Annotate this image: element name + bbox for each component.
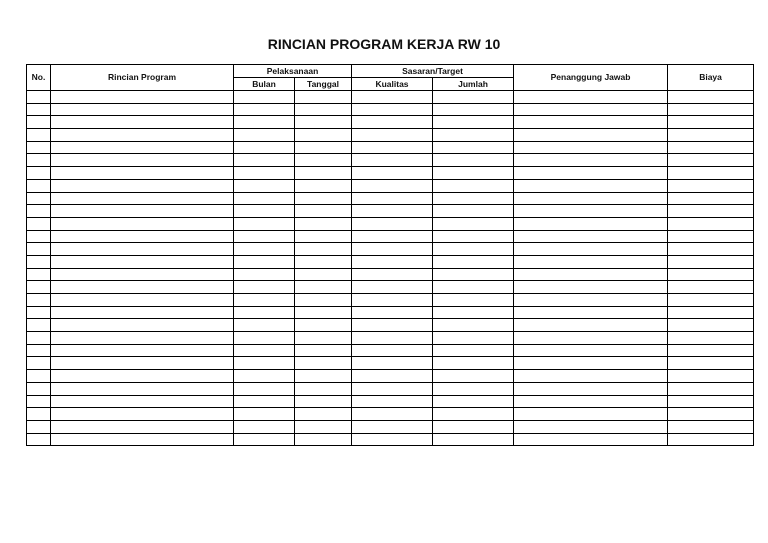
cell-penanggung-jawab: [514, 230, 668, 243]
header-penanggung-jawab: Penanggung Jawab: [514, 65, 668, 91]
table-row: [27, 370, 754, 383]
cell-tanggal: [295, 357, 352, 370]
cell-jumlah: [433, 116, 514, 129]
cell-rincian-program: [51, 306, 234, 319]
cell-no: [27, 205, 51, 218]
table-row: [27, 433, 754, 446]
cell-tanggal: [295, 433, 352, 446]
cell-biaya: [668, 319, 754, 332]
cell-no: [27, 306, 51, 319]
cell-no: [27, 167, 51, 180]
cell-jumlah: [433, 255, 514, 268]
cell-bulan: [234, 395, 295, 408]
cell-kualitas: [352, 192, 433, 205]
cell-penanggung-jawab: [514, 433, 668, 446]
cell-kualitas: [352, 420, 433, 433]
cell-bulan: [234, 167, 295, 180]
table-row: [27, 116, 754, 129]
cell-jumlah: [433, 205, 514, 218]
cell-bulan: [234, 116, 295, 129]
cell-tanggal: [295, 91, 352, 104]
cell-kualitas: [352, 141, 433, 154]
cell-rincian-program: [51, 319, 234, 332]
cell-no: [27, 129, 51, 142]
cell-kualitas: [352, 294, 433, 307]
document-title: RINCIAN PROGRAM KERJA RW 10: [267, 36, 501, 52]
table-row: [27, 179, 754, 192]
cell-bulan: [234, 129, 295, 142]
cell-penanggung-jawab: [514, 332, 668, 345]
table-row: [27, 294, 754, 307]
header-rincian-program: Rincian Program: [51, 65, 234, 91]
cell-kualitas: [352, 433, 433, 446]
cell-tanggal: [295, 319, 352, 332]
header-biaya: Biaya: [668, 65, 754, 91]
cell-tanggal: [295, 154, 352, 167]
cell-rincian-program: [51, 217, 234, 230]
cell-biaya: [668, 370, 754, 383]
cell-rincian-program: [51, 382, 234, 395]
cell-penanggung-jawab: [514, 408, 668, 421]
cell-kualitas: [352, 167, 433, 180]
cell-bulan: [234, 268, 295, 281]
table-row: [27, 243, 754, 256]
cell-kualitas: [352, 230, 433, 243]
cell-tanggal: [295, 281, 352, 294]
cell-rincian-program: [51, 192, 234, 205]
cell-kualitas: [352, 154, 433, 167]
header-bulan: Bulan: [234, 78, 295, 91]
cell-no: [27, 395, 51, 408]
cell-bulan: [234, 357, 295, 370]
cell-tanggal: [295, 408, 352, 421]
cell-jumlah: [433, 192, 514, 205]
cell-bulan: [234, 294, 295, 307]
cell-penanggung-jawab: [514, 395, 668, 408]
cell-biaya: [668, 192, 754, 205]
cell-tanggal: [295, 129, 352, 142]
cell-rincian-program: [51, 167, 234, 180]
table-row: [27, 167, 754, 180]
table-row: [27, 420, 754, 433]
cell-biaya: [668, 344, 754, 357]
cell-biaya: [668, 420, 754, 433]
cell-bulan: [234, 103, 295, 116]
cell-bulan: [234, 255, 295, 268]
table-row: [27, 395, 754, 408]
cell-kualitas: [352, 217, 433, 230]
cell-tanggal: [295, 332, 352, 345]
cell-jumlah: [433, 129, 514, 142]
cell-rincian-program: [51, 103, 234, 116]
cell-penanggung-jawab: [514, 281, 668, 294]
cell-no: [27, 230, 51, 243]
cell-no: [27, 433, 51, 446]
table-row: [27, 255, 754, 268]
cell-penanggung-jawab: [514, 268, 668, 281]
table-row: [27, 217, 754, 230]
cell-penanggung-jawab: [514, 306, 668, 319]
cell-kualitas: [352, 395, 433, 408]
cell-no: [27, 179, 51, 192]
cell-bulan: [234, 141, 295, 154]
cell-biaya: [668, 103, 754, 116]
cell-kualitas: [352, 408, 433, 421]
table-row: [27, 357, 754, 370]
cell-no: [27, 332, 51, 345]
table-row: [27, 408, 754, 421]
cell-penanggung-jawab: [514, 420, 668, 433]
cell-penanggung-jawab: [514, 217, 668, 230]
cell-tanggal: [295, 294, 352, 307]
cell-bulan: [234, 192, 295, 205]
cell-kualitas: [352, 344, 433, 357]
cell-bulan: [234, 306, 295, 319]
cell-tanggal: [295, 116, 352, 129]
header-tanggal: Tanggal: [295, 78, 352, 91]
cell-no: [27, 255, 51, 268]
cell-biaya: [668, 255, 754, 268]
header-kualitas: Kualitas: [352, 78, 433, 91]
cell-kualitas: [352, 255, 433, 268]
cell-rincian-program: [51, 294, 234, 307]
cell-penanggung-jawab: [514, 243, 668, 256]
cell-no: [27, 103, 51, 116]
cell-jumlah: [433, 319, 514, 332]
cell-penanggung-jawab: [514, 192, 668, 205]
cell-penanggung-jawab: [514, 205, 668, 218]
cell-rincian-program: [51, 116, 234, 129]
cell-bulan: [234, 370, 295, 383]
cell-penanggung-jawab: [514, 116, 668, 129]
cell-rincian-program: [51, 420, 234, 433]
cell-rincian-program: [51, 395, 234, 408]
cell-kualitas: [352, 268, 433, 281]
cell-no: [27, 420, 51, 433]
header-jumlah: Jumlah: [433, 78, 514, 91]
cell-rincian-program: [51, 408, 234, 421]
cell-bulan: [234, 281, 295, 294]
cell-no: [27, 357, 51, 370]
cell-penanggung-jawab: [514, 294, 668, 307]
cell-bulan: [234, 344, 295, 357]
cell-biaya: [668, 116, 754, 129]
cell-biaya: [668, 382, 754, 395]
cell-rincian-program: [51, 344, 234, 357]
cell-bulan: [234, 205, 295, 218]
cell-kualitas: [352, 205, 433, 218]
table-row: [27, 192, 754, 205]
cell-no: [27, 382, 51, 395]
cell-jumlah: [433, 179, 514, 192]
cell-jumlah: [433, 433, 514, 446]
cell-tanggal: [295, 230, 352, 243]
cell-kualitas: [352, 179, 433, 192]
cell-biaya: [668, 281, 754, 294]
cell-kualitas: [352, 103, 433, 116]
cell-jumlah: [433, 294, 514, 307]
cell-jumlah: [433, 382, 514, 395]
cell-kualitas: [352, 370, 433, 383]
cell-tanggal: [295, 179, 352, 192]
cell-bulan: [234, 154, 295, 167]
cell-no: [27, 319, 51, 332]
table-row: [27, 129, 754, 142]
cell-rincian-program: [51, 357, 234, 370]
cell-penanggung-jawab: [514, 357, 668, 370]
cell-rincian-program: [51, 230, 234, 243]
cell-kualitas: [352, 382, 433, 395]
cell-tanggal: [295, 205, 352, 218]
cell-jumlah: [433, 268, 514, 281]
cell-bulan: [234, 433, 295, 446]
cell-bulan: [234, 230, 295, 243]
cell-tanggal: [295, 344, 352, 357]
cell-kualitas: [352, 129, 433, 142]
cell-bulan: [234, 243, 295, 256]
table-row: [27, 281, 754, 294]
cell-no: [27, 370, 51, 383]
cell-bulan: [234, 408, 295, 421]
cell-tanggal: [295, 370, 352, 383]
cell-biaya: [668, 357, 754, 370]
cell-biaya: [668, 332, 754, 345]
cell-kualitas: [352, 357, 433, 370]
cell-jumlah: [433, 306, 514, 319]
table-body: [27, 91, 754, 446]
cell-tanggal: [295, 243, 352, 256]
cell-rincian-program: [51, 370, 234, 383]
cell-rincian-program: [51, 91, 234, 104]
cell-penanggung-jawab: [514, 382, 668, 395]
cell-kualitas: [352, 306, 433, 319]
cell-jumlah: [433, 230, 514, 243]
cell-penanggung-jawab: [514, 370, 668, 383]
cell-biaya: [668, 154, 754, 167]
cell-biaya: [668, 230, 754, 243]
table-row: [27, 306, 754, 319]
cell-jumlah: [433, 103, 514, 116]
table-row: [27, 141, 754, 154]
cell-biaya: [668, 268, 754, 281]
cell-bulan: [234, 179, 295, 192]
table-row: [27, 344, 754, 357]
cell-no: [27, 268, 51, 281]
cell-penanggung-jawab: [514, 154, 668, 167]
cell-tanggal: [295, 217, 352, 230]
cell-jumlah: [433, 408, 514, 421]
table-row: [27, 382, 754, 395]
cell-penanggung-jawab: [514, 179, 668, 192]
cell-rincian-program: [51, 179, 234, 192]
cell-no: [27, 243, 51, 256]
cell-rincian-program: [51, 243, 234, 256]
cell-no: [27, 408, 51, 421]
cell-jumlah: [433, 154, 514, 167]
cell-rincian-program: [51, 205, 234, 218]
cell-jumlah: [433, 91, 514, 104]
cell-bulan: [234, 420, 295, 433]
cell-penanggung-jawab: [514, 129, 668, 142]
cell-tanggal: [295, 103, 352, 116]
cell-no: [27, 281, 51, 294]
table-row: [27, 268, 754, 281]
cell-no: [27, 294, 51, 307]
cell-bulan: [234, 382, 295, 395]
header-pelaksanaan: Pelaksanaan: [234, 65, 352, 78]
cell-rincian-program: [51, 281, 234, 294]
cell-jumlah: [433, 141, 514, 154]
cell-penanggung-jawab: [514, 167, 668, 180]
cell-rincian-program: [51, 129, 234, 142]
cell-biaya: [668, 243, 754, 256]
cell-jumlah: [433, 243, 514, 256]
cell-biaya: [668, 91, 754, 104]
header-no: No.: [27, 65, 51, 91]
cell-rincian-program: [51, 154, 234, 167]
program-table: [26, 64, 754, 446]
cell-no: [27, 344, 51, 357]
cell-penanggung-jawab: [514, 141, 668, 154]
header-sasaran-target: Sasaran/Target: [352, 65, 514, 78]
cell-rincian-program: [51, 268, 234, 281]
cell-tanggal: [295, 382, 352, 395]
cell-jumlah: [433, 167, 514, 180]
cell-biaya: [668, 408, 754, 421]
cell-jumlah: [433, 370, 514, 383]
cell-rincian-program: [51, 141, 234, 154]
cell-biaya: [668, 179, 754, 192]
cell-bulan: [234, 217, 295, 230]
cell-jumlah: [433, 420, 514, 433]
cell-tanggal: [295, 192, 352, 205]
cell-tanggal: [295, 141, 352, 154]
cell-tanggal: [295, 420, 352, 433]
table-header: [27, 65, 754, 91]
cell-no: [27, 116, 51, 129]
cell-penanggung-jawab: [514, 344, 668, 357]
cell-bulan: [234, 332, 295, 345]
cell-kualitas: [352, 116, 433, 129]
table-row: [27, 205, 754, 218]
cell-biaya: [668, 306, 754, 319]
cell-no: [27, 217, 51, 230]
cell-kualitas: [352, 319, 433, 332]
cell-tanggal: [295, 306, 352, 319]
cell-rincian-program: [51, 255, 234, 268]
cell-biaya: [668, 395, 754, 408]
cell-kualitas: [352, 332, 433, 345]
cell-biaya: [668, 129, 754, 142]
table-row: [27, 230, 754, 243]
cell-kualitas: [352, 243, 433, 256]
table-row: [27, 103, 754, 116]
cell-jumlah: [433, 344, 514, 357]
cell-jumlah: [433, 217, 514, 230]
cell-tanggal: [295, 167, 352, 180]
cell-biaya: [668, 217, 754, 230]
cell-penanggung-jawab: [514, 319, 668, 332]
cell-jumlah: [433, 281, 514, 294]
cell-tanggal: [295, 255, 352, 268]
table-row: [27, 91, 754, 104]
cell-jumlah: [433, 395, 514, 408]
cell-penanggung-jawab: [514, 91, 668, 104]
cell-biaya: [668, 141, 754, 154]
table-row: [27, 332, 754, 345]
cell-penanggung-jawab: [514, 255, 668, 268]
cell-biaya: [668, 433, 754, 446]
table-row: [27, 154, 754, 167]
cell-rincian-program: [51, 332, 234, 345]
cell-penanggung-jawab: [514, 103, 668, 116]
cell-biaya: [668, 167, 754, 180]
cell-bulan: [234, 319, 295, 332]
cell-no: [27, 154, 51, 167]
cell-no: [27, 91, 51, 104]
cell-biaya: [668, 205, 754, 218]
cell-tanggal: [295, 268, 352, 281]
cell-no: [27, 192, 51, 205]
cell-kualitas: [352, 281, 433, 294]
cell-rincian-program: [51, 433, 234, 446]
table-row: [27, 319, 754, 332]
cell-jumlah: [433, 357, 514, 370]
cell-biaya: [668, 294, 754, 307]
cell-jumlah: [433, 332, 514, 345]
cell-tanggal: [295, 395, 352, 408]
cell-bulan: [234, 91, 295, 104]
cell-no: [27, 141, 51, 154]
cell-kualitas: [352, 91, 433, 104]
